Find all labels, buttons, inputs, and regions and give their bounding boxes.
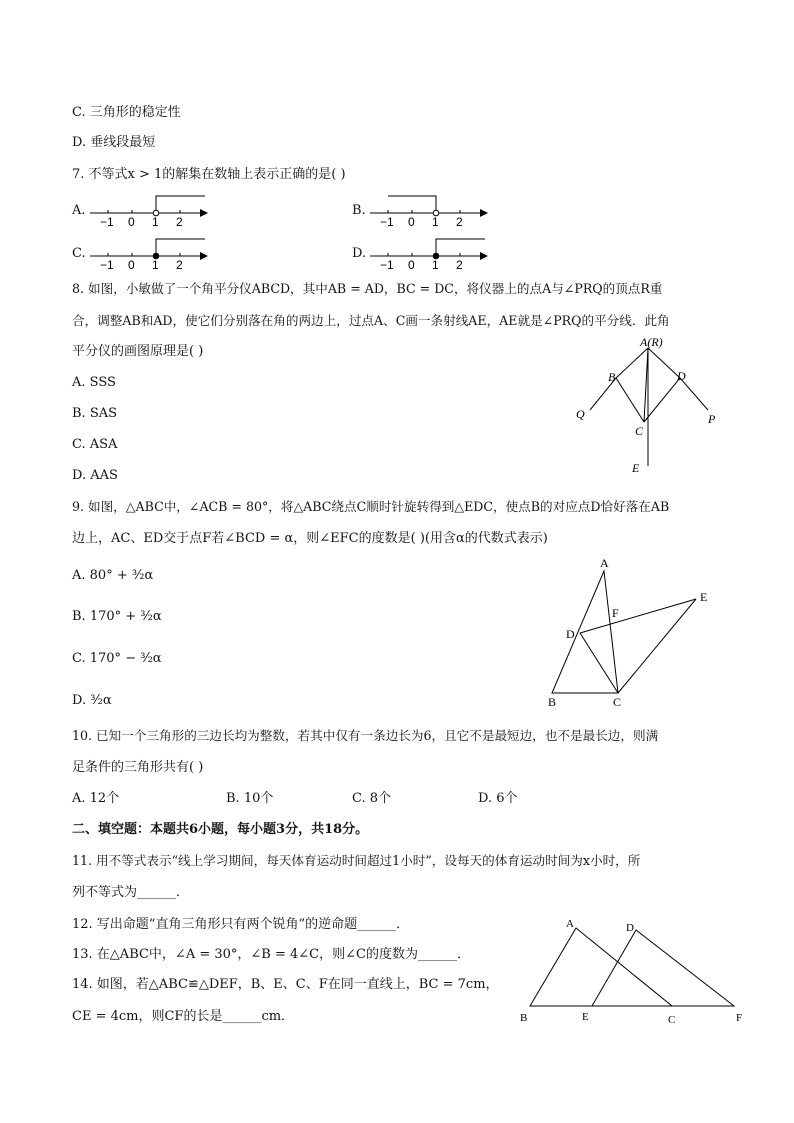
q9-label-c: C [613,695,622,709]
q7-d-tick-2: 2 [456,258,463,272]
q9-label-a: A [600,556,609,570]
q10-option-a: A. 12个 [72,791,120,806]
q7-b-tick-0: 0 [408,215,415,229]
q6-option-d: D. 垂线段最短 [72,135,156,150]
q14-congruent-triangles-figure [512,915,752,1027]
q7-label-a: A. [72,203,86,218]
q7-c-tick-1: 1 [152,258,159,272]
q7-label-d: D. [352,246,367,261]
q14-label-e: E [582,1011,589,1023]
q8-label-c: C [635,424,644,438]
q10-stem-line1: 10. 已知一个三角形的三边长均为整数，若其中仅有一条边长为6，且它不是最短边，也不是最长边，则满 [72,728,659,743]
q13-stem: 13. 在△ABC中，∠A = 30°，∠B = 4∠C，则∠C的度数为______． [72,947,470,962]
q6-option-c: C. 三角形的稳定性 [72,105,181,120]
q7-b-tick-1: 1 [432,215,439,229]
q8-stem-line2: 合，调整AB和AD，使它们分别落在角的两边上，过点A、C画一条射线AE，AE就是∠PRQ的平分线．此角 [72,313,670,328]
q8-option-d: D. AAS [72,468,118,483]
q7-a-tick-1: 1 [152,215,159,229]
q8-label-p: P [708,412,716,426]
q7-number-line-c [88,231,210,273]
q10-option-c: C. 8个 [352,791,392,806]
q7-a-tick-2: 2 [176,215,183,229]
q11-stem-line1: 11. 用不等式表示“线上学习期间，每天体育运动时间超过1小时”，设每天的体育运动时间为x小时，所 [72,853,641,868]
q9-option-c: C. 170° − ³⁄₂α [72,651,162,666]
q9-stem-line2: 边上，AC、ED交于点F若∠BCD = α，则∠EFC的度数是( )(用含α的代数式表示) [72,531,548,546]
q7-d-tick-neg1: −1 [380,258,394,272]
q7-label-c: C. [72,246,86,261]
q14-label-c: C [668,1014,676,1026]
q12-stem: 12. 写出命题“直角三角形只有两个锐角”的逆命题______． [72,917,410,932]
q8-option-c: C. ASA [72,437,118,452]
section-2-heading: 二、填空题：本题共6小题，每小题3分，共18分。 [72,822,369,837]
q14-label-f: F [736,1012,743,1024]
q9-option-a: A. 80° + ³⁄₂α [72,568,154,583]
q8-stem-line3: 平分仪的画图原理是( ) [72,344,204,359]
q7-c-tick-0: 0 [128,258,135,272]
q8-label-q: Q [576,407,585,421]
q7-number-line-d [368,231,490,273]
q8-option-b: B. SAS [72,406,118,421]
q7-stem: 7. 不等式x > 1的解集在数轴上表示正确的是( ) [72,167,346,182]
q9-label-b: B [548,695,557,709]
q10-stem-line2: 足条件的三角形共有( ) [72,760,204,775]
q9-option-d: D. ³⁄₂α [72,693,112,708]
q9-option-b: B. 170° + ³⁄₂α [72,609,162,624]
q8-stem-line1: 8. 如图，小敏做了一个角平分仪ABCD，其中AB = AD，BC = DC，将仪器上的点A与∠PRQ的顶点R重 [72,281,663,296]
q8-label-b: B [608,370,616,384]
q7-a-tick-0: 0 [128,215,135,229]
q9-rotation-figure [540,553,720,713]
q7-label-b: B. [352,203,366,218]
q14-stem-line2: CE = 4cm，则CF的长是______cm． [72,1009,295,1024]
q14-label-d: D [626,922,634,934]
q14-label-a: A [566,918,574,930]
q7-c-tick-neg1: −1 [100,258,114,272]
q8-label-d: D [677,369,686,383]
q8-angle-bisector-figure [560,330,730,480]
q10-option-d: D. 6个 [478,791,518,806]
q9-stem-line1: 9. 如图，△ABC中，∠ACB = 80°，将△ABC绕点C顺时针旋转得到△EDC，使点B的对应点D恰好落在AB [72,499,670,514]
q14-stem-line1: 14. 如图，若△ABC≌△DEF，B、E、C、F在同一直线上，BC = 7cm， [72,977,499,992]
q9-label-d: D [566,627,575,641]
q7-d-tick-0: 0 [408,258,415,272]
q7-c-tick-2: 2 [176,258,183,272]
q8-label-a: A(R) [640,335,663,349]
q7-b-tick-neg1: −1 [380,215,394,229]
q7-b-tick-2: 2 [456,215,463,229]
q7-a-tick-neg1: −1 [100,215,114,229]
q10-option-b: B. 10个 [226,791,274,806]
q14-label-b: B [520,1012,528,1024]
q7-d-tick-1: 1 [432,258,439,272]
q8-option-a: A. SSS [72,375,116,390]
q7-number-line-b [368,188,490,230]
q9-label-f: F [612,606,619,620]
q9-label-e: E [700,590,708,604]
q8-label-e: E [632,461,640,475]
q11-stem-line2: 列不等式为______． [72,885,190,900]
